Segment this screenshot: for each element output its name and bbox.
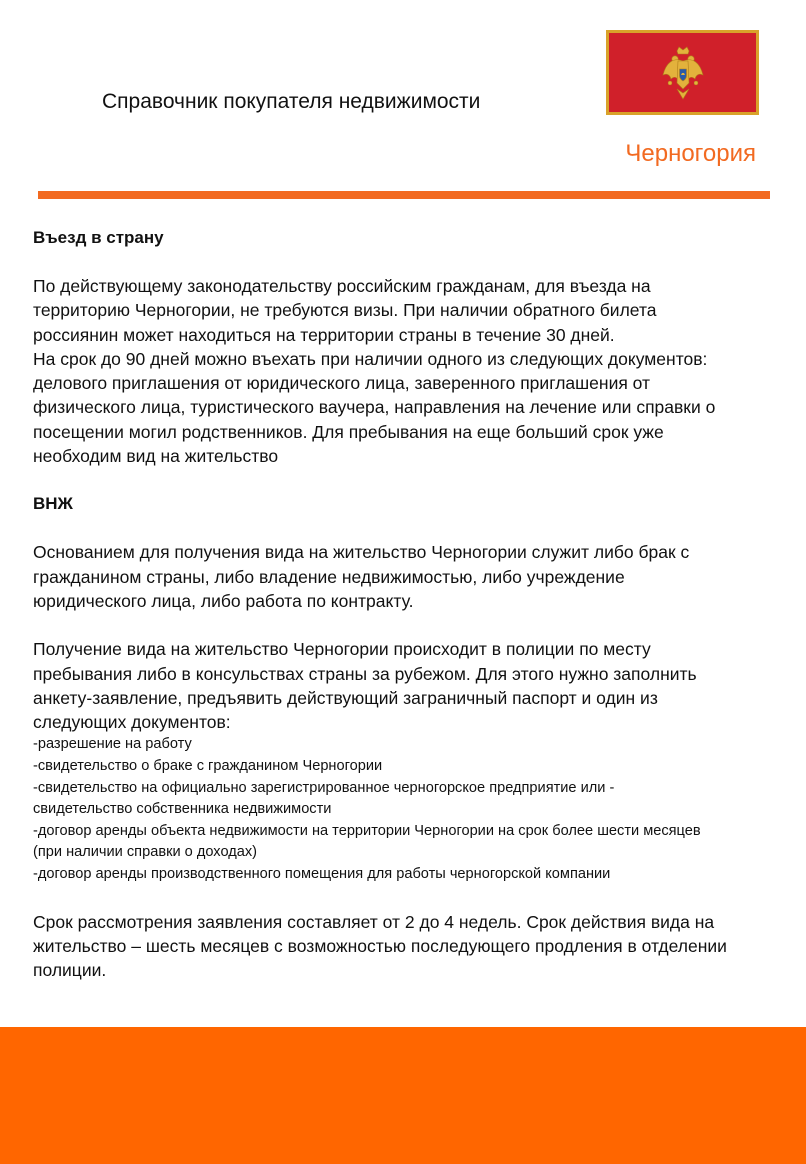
document-title: Справочник покупателя недвижимости (102, 90, 481, 113)
text-line: делового приглашения от юридического лица, заверенного приглашения от (33, 373, 651, 394)
list-item: -разрешение на работу (33, 736, 192, 753)
document-body (33, 226, 797, 1007)
footer-band (0, 1027, 806, 1164)
section-heading-residence: ВНЖ (33, 494, 73, 514)
section-heading-entry: Въезд в страну (33, 228, 164, 247)
list-item: (при наличии справки о доходах) (33, 844, 258, 861)
text-line: Срок рассмотрения заявления составляет от 2 до 4 недель. Срок действия вида на (33, 911, 715, 932)
text-line: На срок до 90 дней можно въехать при наличии одного из следующих документов: (33, 348, 708, 369)
text-line: анкету-заявление, предъявить действующий заграничный паспорт и один из (33, 687, 658, 708)
country-name: Черногория (625, 140, 756, 167)
residence-basis-paragraph (33, 540, 797, 613)
required-documents-list (33, 734, 797, 885)
review-term-paragraph (33, 910, 797, 983)
text-line: территорию Черногории, не требуются визы. При наличии обратного билета (33, 300, 657, 321)
text-line: следующих документов: (33, 712, 231, 733)
text-line: юридического лица, либо работа по контракту. (33, 590, 414, 611)
header-divider (38, 191, 770, 199)
montenegro-flag-icon (606, 30, 759, 115)
list-item: -свидетельство о браке с гражданином Черногории (33, 758, 383, 775)
entry-paragraph (33, 274, 797, 468)
text-line: физического лица, туристического ваучера, направления на лечение или справки о (33, 397, 716, 418)
residence-procedure-paragraph (33, 637, 797, 734)
text-line: необходим вид на жительство (33, 446, 279, 467)
text-line: Получение вида на жительство Черногории происходит в полиции по месту (33, 639, 651, 660)
list-item: -договор аренды производственного помещения для работы черногорской компании (33, 866, 611, 883)
text-line: посещении могил родственников. Для пребывания на еще больший срок уже (33, 421, 664, 442)
text-line: жительство – шесть месяцев с возможностью последующего продления в отделении (33, 935, 727, 956)
list-item: свидетельство собственника недвижимости (33, 801, 332, 818)
double-headed-eagle-icon (661, 45, 705, 101)
text-line: полиции. (33, 960, 107, 981)
text-line: россиянин может находиться на территории страны в течение 30 дней. (33, 324, 615, 345)
text-line: По действующему законодательству российским гражданам, для въезда на (33, 276, 651, 296)
text-line: Основанием для получения вида на жительство Черногории служит либо брак с (33, 542, 690, 563)
text-line: гражданином страны, либо владение недвижимостью, либо учреждение (33, 566, 625, 587)
list-item: -свидетельство на официально зарегистрированное черногорское предприятие или - (33, 779, 615, 796)
text-line: пребывания либо в консульствах страны за рубежом. Для этого нужно заполнить (33, 663, 697, 684)
list-item: -договор аренды объекта недвижимости на территории Черногории на срок более шести месяцев (33, 822, 701, 839)
